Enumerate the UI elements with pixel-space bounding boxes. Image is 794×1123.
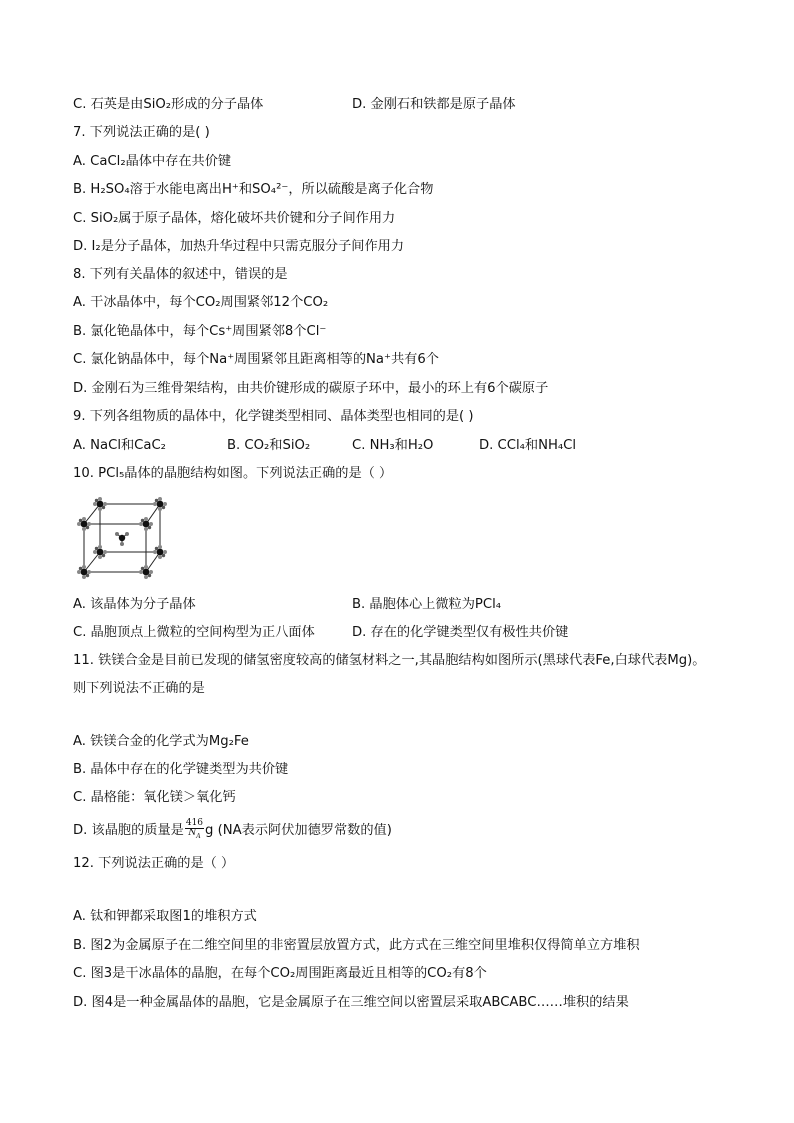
q9-stem: 9. 下列各组物质的晶体中，化学键类型相同、晶体类型也相同的是( ) — [73, 409, 474, 424]
q11-stem-line2: 则下列说法不正确的是 — [73, 681, 205, 696]
q9-option-a: A. NaCl和CaC₂ — [73, 438, 166, 453]
q10-option-d: D. 存在的化学键类型仅有极性共价键 — [352, 625, 569, 640]
body-center-tetrahedral-group — [115, 532, 129, 546]
q6-option-d: D. 金刚石和铁都是原子晶体 — [352, 97, 516, 112]
q11-option-a: A. 铁镁合金的化学式为Mg₂Fe — [73, 734, 249, 749]
q6-option-c: C. 石英是由SiO₂形成的分子晶体 — [73, 97, 264, 112]
q11-option-d-prefix: D. 该晶胞的质量是 — [73, 822, 184, 838]
q10-option-b: B. 晶胞体心上微粒为PCl₄ — [352, 597, 502, 612]
q7-option-d: D. I₂是分子晶体，加热升华过程中只需克服分子间作用力 — [73, 239, 405, 254]
q12-option-b: B. 图2为金属原子在二维空间里的非密置层放置方式，此方式在三维空间里堆积仅得简单立方堆积 — [73, 938, 640, 953]
q7-option-a: A. CaCl₂晶体中存在共价键 — [73, 154, 232, 169]
q9-option-c: C. NH₃和H₂O — [352, 438, 434, 453]
q11-option-d — [73, 819, 392, 841]
fraction-denominator: $N_A$ — [188, 828, 201, 840]
q10-option-c: C. 晶胞顶点上微粒的空间构型为正八面体 — [73, 625, 315, 640]
q9-option-b: B. CO₂和SiO₂ — [227, 438, 311, 453]
q12-option-d: D. 图4是一种金属晶体的晶胞，它是金属原子在三维空间以密置层采取ABCABC……堆积的结果 — [73, 995, 629, 1010]
q7-option-c: C. SiO₂属于原子晶体，熔化破坏共价键和分子间作用力 — [73, 211, 396, 226]
q10-option-a: A. 该晶体为分子晶体 — [73, 597, 196, 612]
q8-stem: 8. 下列有关晶体的叙述中，错误的是 — [73, 267, 288, 282]
q10-stem: 10. PCl₅晶体的晶胞结构如图。下列说法正确的是（ ） — [73, 466, 393, 481]
q7-option-b: B. H₂SO₄溶于水能电离出H⁺和SO₄²⁻，所以硫酸是离子化合物 — [73, 182, 434, 197]
pcl5-unit-cell-figure — [72, 494, 182, 582]
fraction-numerator: 416 — [185, 818, 204, 828]
q8-option-a: A. 干冰晶体中，每个CO₂周围紧邻12个CO₂ — [73, 295, 329, 310]
q11-stem-line1: 11. 铁镁合金是目前已发现的储氢密度较高的储氢材料之一,其晶胞结构如图所示(黑球代表Fe,白球代表Mg)。 — [73, 653, 706, 668]
q8-option-c: C. 氯化钠晶体中，每个Na⁺周围紧邻且距离相等的Na⁺共有6个 — [73, 352, 439, 367]
mass-fraction — [185, 819, 204, 841]
q12-option-c: C. 图3是干冰晶体的晶胞，在每个CO₂周围距离最近且相等的CO₂有8个 — [73, 966, 487, 981]
q11-option-c: C. 晶格能：氧化镁＞氧化钙 — [73, 790, 236, 805]
q11-option-b: B. 晶体中存在的化学键类型为共价键 — [73, 762, 289, 777]
q7-stem: 7. 下列说法正确的是( ) — [73, 125, 210, 140]
q8-option-d: D. 金刚石为三维骨架结构，由共价键形成的碳原子环中，最小的环上有6个碳原子 — [73, 381, 549, 396]
q8-option-b: B. 氯化铯晶体中，每个Cs⁺周围紧邻8个Cl⁻ — [73, 324, 327, 339]
q12-stem: 12. 下列说法正确的是（ ） — [73, 856, 235, 871]
q11-option-d-suffix: g (NA表示阿伏加德罗常数的值) — [205, 822, 392, 838]
q12-option-a: A. 钛和钾都采取图1的堆积方式 — [73, 909, 257, 924]
q9-option-d: D. CCl₄和NH₄Cl — [479, 438, 577, 453]
